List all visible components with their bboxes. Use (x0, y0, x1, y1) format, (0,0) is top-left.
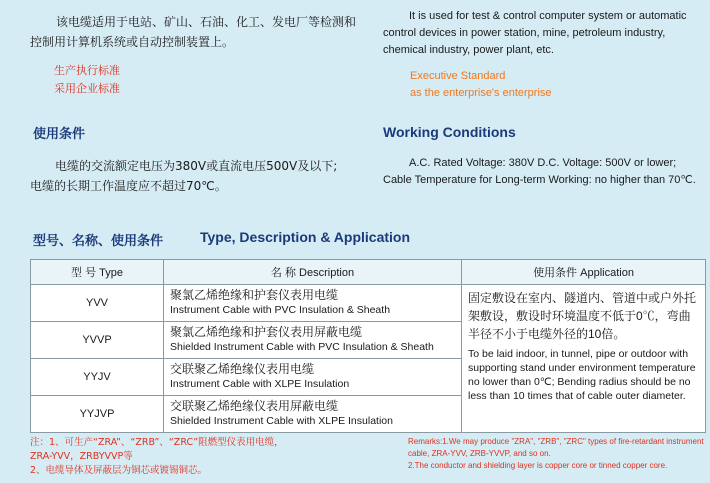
notes-cn (30, 436, 395, 478)
standard-value-cn: 采用企业标准 (54, 82, 120, 95)
description-cn: 聚氯乙烯绝缘和护套仪表用电缆 (170, 288, 339, 302)
table-row (31, 285, 706, 322)
conditions-text-en: A.C. Rated Voltage: 380V D.C. Voltage: 500V or lower; Cable Temperature for Long-term Working: no higher than 70℃. (383, 157, 696, 186)
cell-description (164, 322, 462, 359)
description-cn: 聚氯乙烯绝缘和护套仪表用屏蔽电缆 (170, 325, 363, 339)
description-en: Instrument Cable with XLPE Insulation (170, 378, 350, 390)
section-title-cn: 型号、名称、使用条件 (33, 234, 164, 249)
standard-value-en: as the enterprise's enterprise (410, 87, 552, 99)
table-header-row (31, 260, 706, 285)
cell-model: YYJVP (31, 396, 164, 433)
notes-en (408, 436, 708, 472)
cell-model: YVVP (31, 322, 164, 359)
header-application: 使用条件 Application (462, 260, 706, 285)
description-en: Instrument Cable with PVC Insulation & Sheath (170, 304, 391, 316)
note-cn-line2: ZRA-YVV，ZRBYVVP等 (30, 451, 133, 462)
header-description: 名 称 Description (164, 260, 462, 285)
section-title-en: Type, Description & Application (200, 229, 411, 245)
header-model: 型 号 Type (31, 260, 164, 285)
application-cn: 固定敷设在室内、隧道内、管道中或户外托架敷设，敷设时环境温度不低于0℃，弯曲半径不小于电缆外径的10倍。 (468, 291, 697, 341)
cell-description (164, 396, 462, 433)
intro-en: It is used for test & control computer system or automatic control devices in power station, mine, petroleum industry, chemical industry, power plant, etc. (383, 10, 687, 56)
conditions-title-en: Working Conditions (383, 124, 516, 140)
conditions-line1-cn: 电缆的交流额定电压为380V或直流电压500V及以下; (55, 159, 338, 173)
application-en: To be laid indoor, in tunnel, pipe or outdoor with supporting stand under environment temperature no lower than 0℃; Bending radius should be no less than 10 times that of cable outer diameter. (468, 348, 696, 402)
standard-label-en: Executive Standard (410, 70, 506, 82)
standard-label-cn: 生产执行标准 (54, 64, 120, 77)
cell-model: YVV (31, 285, 164, 322)
spec-table (30, 259, 706, 433)
conditions-title-cn: 使用条件 (33, 127, 86, 142)
cell-application (462, 285, 706, 433)
note-cn-line3: 2、电缆导体及屏蔽层为铜芯或镀锡铜芯。 (30, 465, 208, 476)
cell-description (164, 359, 462, 396)
description-cn: 交联聚乙烯绝缘仪表用电缆 (170, 362, 315, 376)
cell-description (164, 285, 462, 322)
note-cn-line1: 注：1、可生产“ZRA”、“ZRB”、“ZRC”阻燃型仪表用电缆， (30, 437, 284, 448)
note-en-line1: Remarks:1.We may produce "ZRA", "ZRB", "ZRC" types of fire-retardant instrument cable, ZRA-YVV, ZRB-YVVP, and so on. (408, 437, 704, 458)
intro-cn: 该电缆适用于电站、矿山、石油、化工、发电厂等检测和控制用计算机系统或自动控制装置上。 (30, 15, 357, 49)
description-en: Shielded Instrument Cable with PVC Insulation & Sheath (170, 341, 434, 353)
cell-model: YYJV (31, 359, 164, 396)
note-en-line2: 2.The conductor and shielding layer is copper core or tinned copper core. (408, 461, 668, 470)
description-en: Shielded Instrument Cable with XLPE Insulation (170, 415, 393, 427)
description-cn: 交联聚乙烯绝缘仪表用屏蔽电缆 (170, 399, 339, 413)
conditions-line2-cn: 电缆的长期工作温度应不超过70℃。 (30, 179, 227, 193)
